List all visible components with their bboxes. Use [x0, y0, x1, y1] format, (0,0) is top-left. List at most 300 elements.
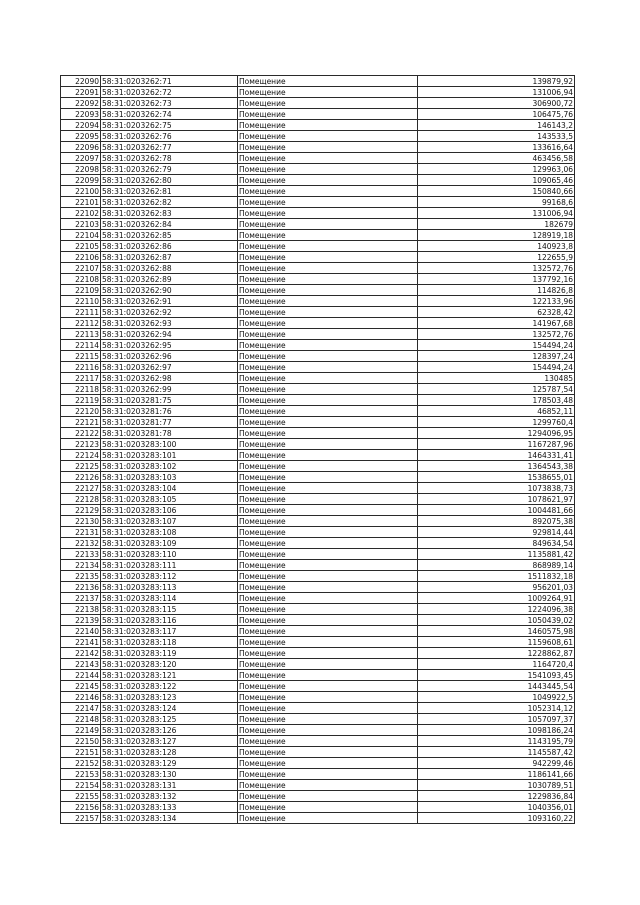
row-number-cell: 22114: [61, 340, 101, 351]
row-number-cell: 22104: [61, 230, 101, 241]
object-type-cell: Помещение: [238, 813, 418, 824]
table-row: [61, 120, 575, 131]
cadastral-number-cell: 58:31:0203283:102: [101, 461, 238, 472]
table-row: [61, 340, 575, 351]
object-type-cell: Помещение: [238, 692, 418, 703]
object-type-cell: Помещение: [238, 703, 418, 714]
cadastral-value-cell: 122655,9: [418, 252, 575, 263]
cadastral-value-cell: 868989,14: [418, 560, 575, 571]
cadastral-number-cell: 58:31:0203262:78: [101, 153, 238, 164]
table-row: [61, 241, 575, 252]
cadastral-value-cell: 1224096,38: [418, 604, 575, 615]
cadastral-number-cell: 58:31:0203283:134: [101, 813, 238, 824]
object-type-cell: Помещение: [238, 780, 418, 791]
object-type-cell: Помещение: [238, 505, 418, 516]
cadastral-value-cell: 956201,03: [418, 582, 575, 593]
table-row: [61, 296, 575, 307]
table-row: [61, 516, 575, 527]
cadastral-value-cell: 137792,16: [418, 274, 575, 285]
table-row: [61, 406, 575, 417]
row-number-cell: 22101: [61, 197, 101, 208]
cadastral-value-cell: 463456,58: [418, 153, 575, 164]
cadastral-number-cell: 58:31:0203283:126: [101, 725, 238, 736]
cadastral-number-cell: 58:31:0203262:89: [101, 274, 238, 285]
row-number-cell: 22107: [61, 263, 101, 274]
table-row: [61, 197, 575, 208]
cadastral-value-cell: 1040356,01: [418, 802, 575, 813]
row-number-cell: 22100: [61, 186, 101, 197]
row-number-cell: 22113: [61, 329, 101, 340]
cadastral-number-cell: 58:31:0203262:87: [101, 252, 238, 263]
object-type-cell: Помещение: [238, 164, 418, 175]
row-number-cell: 22094: [61, 120, 101, 131]
cadastral-number-cell: 58:31:0203283:116: [101, 615, 238, 626]
cadastral-value-cell: 1052314,12: [418, 703, 575, 714]
cadastral-number-cell: 58:31:0203262:95: [101, 340, 238, 351]
row-number-cell: 22143: [61, 659, 101, 670]
object-type-cell: Помещение: [238, 351, 418, 362]
cadastral-value-cell: 128397,24: [418, 351, 575, 362]
row-number-cell: 22148: [61, 714, 101, 725]
cadastral-number-cell: 58:31:0203283:103: [101, 472, 238, 483]
cadastral-number-cell: 58:31:0203262:91: [101, 296, 238, 307]
row-number-cell: 22142: [61, 648, 101, 659]
table-row: [61, 263, 575, 274]
object-type-cell: Помещение: [238, 615, 418, 626]
cadastral-value-cell: 1078621,97: [418, 494, 575, 505]
row-number-cell: 22156: [61, 802, 101, 813]
cadastral-number-cell: 58:31:0203262:81: [101, 186, 238, 197]
cadastral-value-cell: 1464331,41: [418, 450, 575, 461]
cadastral-value-cell: 1030789,51: [418, 780, 575, 791]
cadastral-number-cell: 58:31:0203283:118: [101, 637, 238, 648]
cadastral-number-cell: 58:31:0203283:127: [101, 736, 238, 747]
object-type-cell: Помещение: [238, 769, 418, 780]
object-type-cell: Помещение: [238, 560, 418, 571]
cadastral-value-table: [60, 75, 575, 824]
table-row: [61, 527, 575, 538]
cadastral-number-cell: 58:31:0203262:92: [101, 307, 238, 318]
row-number-cell: 22136: [61, 582, 101, 593]
cadastral-number-cell: 58:31:0203281:77: [101, 417, 238, 428]
object-type-cell: Помещение: [238, 153, 418, 164]
cadastral-value-cell: 1164720,4: [418, 659, 575, 670]
cadastral-number-cell: 58:31:0203262:79: [101, 164, 238, 175]
table-row: [61, 681, 575, 692]
cadastral-number-cell: 58:31:0203283:131: [101, 780, 238, 791]
table-row: [61, 670, 575, 681]
cadastral-value-cell: 125787,54: [418, 384, 575, 395]
cadastral-number-cell: 58:31:0203262:83: [101, 208, 238, 219]
cadastral-value-cell: 140923,8: [418, 241, 575, 252]
table-row: [61, 725, 575, 736]
table-row: [61, 758, 575, 769]
cadastral-value-cell: 132572,76: [418, 263, 575, 274]
cadastral-number-cell: 58:31:0203283:120: [101, 659, 238, 670]
cadastral-number-cell: 58:31:0203283:106: [101, 505, 238, 516]
object-type-cell: Помещение: [238, 142, 418, 153]
cadastral-number-cell: 58:31:0203281:76: [101, 406, 238, 417]
table-row: [61, 736, 575, 747]
row-number-cell: 22109: [61, 285, 101, 296]
cadastral-number-cell: 58:31:0203262:90: [101, 285, 238, 296]
row-number-cell: 22103: [61, 219, 101, 230]
cadastral-value-cell: 154494,24: [418, 362, 575, 373]
row-number-cell: 22132: [61, 538, 101, 549]
cadastral-value-cell: 146143,2: [418, 120, 575, 131]
object-type-cell: Помещение: [238, 714, 418, 725]
cadastral-value-cell: 129963,06: [418, 164, 575, 175]
cadastral-value-cell: 1299760,4: [418, 417, 575, 428]
row-number-cell: 22112: [61, 318, 101, 329]
object-type-cell: Помещение: [238, 274, 418, 285]
row-number-cell: 22133: [61, 549, 101, 560]
cadastral-number-cell: 58:31:0203283:101: [101, 450, 238, 461]
object-type-cell: Помещение: [238, 670, 418, 681]
table-row: [61, 285, 575, 296]
row-number-cell: 22123: [61, 439, 101, 450]
table-body: [61, 76, 575, 824]
cadastral-value-cell: 143533,5: [418, 131, 575, 142]
cadastral-value-cell: 109065,46: [418, 175, 575, 186]
cadastral-value-cell: 1009264,91: [418, 593, 575, 604]
cadastral-value-cell: 1143195,79: [418, 736, 575, 747]
table-row: [61, 318, 575, 329]
cadastral-number-cell: 58:31:0203283:110: [101, 549, 238, 560]
cadastral-value-cell: 942299,46: [418, 758, 575, 769]
row-number-cell: 22139: [61, 615, 101, 626]
object-type-cell: Помещение: [238, 219, 418, 230]
row-number-cell: 22105: [61, 241, 101, 252]
row-number-cell: 22154: [61, 780, 101, 791]
cadastral-number-cell: 58:31:0203281:75: [101, 395, 238, 406]
cadastral-value-cell: 99168,6: [418, 197, 575, 208]
object-type-cell: Помещение: [238, 527, 418, 538]
table-row: [61, 747, 575, 758]
cadastral-number-cell: 58:31:0203283:112: [101, 571, 238, 582]
cadastral-number-cell: 58:31:0203283:105: [101, 494, 238, 505]
table-row: [61, 791, 575, 802]
cadastral-number-cell: 58:31:0203262:75: [101, 120, 238, 131]
row-number-cell: 22134: [61, 560, 101, 571]
object-type-cell: Помещение: [238, 494, 418, 505]
cadastral-number-cell: 58:31:0203283:100: [101, 439, 238, 450]
cadastral-number-cell: 58:31:0203262:98: [101, 373, 238, 384]
cadastral-value-cell: 1073838,73: [418, 483, 575, 494]
cadastral-number-cell: 58:31:0203262:94: [101, 329, 238, 340]
object-type-cell: Помещение: [238, 285, 418, 296]
cadastral-number-cell: 58:31:0203283:117: [101, 626, 238, 637]
table-row: [61, 538, 575, 549]
object-type-cell: Помещение: [238, 406, 418, 417]
cadastral-number-cell: 58:31:0203283:109: [101, 538, 238, 549]
table-row: [61, 593, 575, 604]
cadastral-value-cell: 131006,94: [418, 87, 575, 98]
row-number-cell: 22141: [61, 637, 101, 648]
cadastral-number-cell: 58:31:0203262:84: [101, 219, 238, 230]
table-row: [61, 802, 575, 813]
cadastral-number-cell: 58:31:0203262:82: [101, 197, 238, 208]
cadastral-value-cell: 849634,54: [418, 538, 575, 549]
row-number-cell: 22149: [61, 725, 101, 736]
cadastral-value-cell: 132572,76: [418, 329, 575, 340]
cadastral-value-cell: 150840,66: [418, 186, 575, 197]
cadastral-value-cell: 182679: [418, 219, 575, 230]
row-number-cell: 22145: [61, 681, 101, 692]
object-type-cell: Помещение: [238, 395, 418, 406]
row-number-cell: 22095: [61, 131, 101, 142]
table-row: [61, 571, 575, 582]
row-number-cell: 22155: [61, 791, 101, 802]
cadastral-value-cell: 1538655,01: [418, 472, 575, 483]
table-row: [61, 142, 575, 153]
row-number-cell: 22157: [61, 813, 101, 824]
cadastral-number-cell: 58:31:0203262:96: [101, 351, 238, 362]
object-type-cell: Помещение: [238, 758, 418, 769]
row-number-cell: 22153: [61, 769, 101, 780]
cadastral-value-cell: 106475,76: [418, 109, 575, 120]
table-row: [61, 395, 575, 406]
row-number-cell: 22111: [61, 307, 101, 318]
object-type-cell: Помещение: [238, 461, 418, 472]
object-type-cell: Помещение: [238, 681, 418, 692]
row-number-cell: 22130: [61, 516, 101, 527]
row-number-cell: 22097: [61, 153, 101, 164]
table-row: [61, 813, 575, 824]
cadastral-value-cell: 46852,11: [418, 406, 575, 417]
object-type-cell: Помещение: [238, 582, 418, 593]
row-number-cell: 22150: [61, 736, 101, 747]
object-type-cell: Помещение: [238, 362, 418, 373]
row-number-cell: 22096: [61, 142, 101, 153]
table-row: [61, 439, 575, 450]
cadastral-value-cell: 131006,94: [418, 208, 575, 219]
cadastral-value-cell: 1364543,38: [418, 461, 575, 472]
cadastral-number-cell: 58:31:0203283:111: [101, 560, 238, 571]
table-row: [61, 186, 575, 197]
table-row: [61, 252, 575, 263]
object-type-cell: Помещение: [238, 516, 418, 527]
cadastral-number-cell: 58:31:0203262:93: [101, 318, 238, 329]
cadastral-number-cell: 58:31:0203262:74: [101, 109, 238, 120]
row-number-cell: 22099: [61, 175, 101, 186]
row-number-cell: 22121: [61, 417, 101, 428]
cadastral-number-cell: 58:31:0203283:130: [101, 769, 238, 780]
table-row: [61, 494, 575, 505]
table-row: [61, 109, 575, 120]
table-row: [61, 362, 575, 373]
cadastral-value-cell: 1541093,45: [418, 670, 575, 681]
cadastral-value-cell: 154494,24: [418, 340, 575, 351]
object-type-cell: Помещение: [238, 329, 418, 340]
cadastral-number-cell: 58:31:0203283:123: [101, 692, 238, 703]
object-type-cell: Помещение: [238, 98, 418, 109]
object-type-cell: Помещение: [238, 175, 418, 186]
cadastral-number-cell: 58:31:0203262:71: [101, 76, 238, 87]
cadastral-number-cell: 58:31:0203283:129: [101, 758, 238, 769]
object-type-cell: Помещение: [238, 318, 418, 329]
cadastral-number-cell: 58:31:0203283:113: [101, 582, 238, 593]
table-row: [61, 417, 575, 428]
object-type-cell: Помещение: [238, 736, 418, 747]
row-number-cell: 22115: [61, 351, 101, 362]
row-number-cell: 22125: [61, 461, 101, 472]
row-number-cell: 22140: [61, 626, 101, 637]
cadastral-value-cell: 1294096,95: [418, 428, 575, 439]
table-row: [61, 230, 575, 241]
object-type-cell: Помещение: [238, 197, 418, 208]
cadastral-value-cell: 306900,72: [418, 98, 575, 109]
object-type-cell: Помещение: [238, 593, 418, 604]
cadastral-value-cell: 929814,44: [418, 527, 575, 538]
object-type-cell: Помещение: [238, 637, 418, 648]
cadastral-value-cell: 1228862,87: [418, 648, 575, 659]
object-type-cell: Помещение: [238, 648, 418, 659]
cadastral-number-cell: 58:31:0203283:133: [101, 802, 238, 813]
table-row: [61, 87, 575, 98]
row-number-cell: 22137: [61, 593, 101, 604]
row-number-cell: 22110: [61, 296, 101, 307]
cadastral-value-cell: 1050439,02: [418, 615, 575, 626]
table-row: [61, 769, 575, 780]
object-type-cell: Помещение: [238, 747, 418, 758]
table-row: [61, 648, 575, 659]
cadastral-number-cell: 58:31:0203262:99: [101, 384, 238, 395]
object-type-cell: Помещение: [238, 263, 418, 274]
table-row: [61, 274, 575, 285]
table-row: [61, 219, 575, 230]
table-row: [61, 98, 575, 109]
table-row: [61, 626, 575, 637]
object-type-cell: Помещение: [238, 76, 418, 87]
row-number-cell: 22106: [61, 252, 101, 263]
object-type-cell: Помещение: [238, 373, 418, 384]
row-number-cell: 22131: [61, 527, 101, 538]
object-type-cell: Помещение: [238, 186, 418, 197]
table-row: [61, 714, 575, 725]
object-type-cell: Помещение: [238, 340, 418, 351]
object-type-cell: Помещение: [238, 439, 418, 450]
object-type-cell: Помещение: [238, 230, 418, 241]
table-row: [61, 307, 575, 318]
cadastral-value-cell: 1511832,18: [418, 571, 575, 582]
object-type-cell: Помещение: [238, 802, 418, 813]
object-type-cell: Помещение: [238, 571, 418, 582]
cadastral-value-cell: 1004481,66: [418, 505, 575, 516]
cadastral-value-cell: 1159608,61: [418, 637, 575, 648]
cadastral-value-cell: 1145587,42: [418, 747, 575, 758]
row-number-cell: 22147: [61, 703, 101, 714]
cadastral-number-cell: 58:31:0203262:88: [101, 263, 238, 274]
cadastral-number-cell: 58:31:0203262:86: [101, 241, 238, 252]
table-row: [61, 153, 575, 164]
table-row: [61, 560, 575, 571]
cadastral-value-cell: 141967,68: [418, 318, 575, 329]
table-row: [61, 76, 575, 87]
cadastral-value-cell: 1098186,24: [418, 725, 575, 736]
table-row: [61, 615, 575, 626]
row-number-cell: 22124: [61, 450, 101, 461]
object-type-cell: Помещение: [238, 538, 418, 549]
row-number-cell: 22120: [61, 406, 101, 417]
object-type-cell: Помещение: [238, 450, 418, 461]
row-number-cell: 22126: [61, 472, 101, 483]
row-number-cell: 22092: [61, 98, 101, 109]
cadastral-number-cell: 58:31:0203283:119: [101, 648, 238, 659]
table-row: [61, 780, 575, 791]
table-row: [61, 659, 575, 670]
row-number-cell: 22108: [61, 274, 101, 285]
object-type-cell: Помещение: [238, 241, 418, 252]
row-number-cell: 22146: [61, 692, 101, 703]
cadastral-value-cell: 1093160,22: [418, 813, 575, 824]
cadastral-value-cell: 1460575,98: [418, 626, 575, 637]
row-number-cell: 22144: [61, 670, 101, 681]
object-type-cell: Помещение: [238, 791, 418, 802]
table-row: [61, 549, 575, 560]
table-row: [61, 483, 575, 494]
object-type-cell: Помещение: [238, 87, 418, 98]
cadastral-number-cell: 58:31:0203281:78: [101, 428, 238, 439]
table-row: [61, 703, 575, 714]
row-number-cell: 22116: [61, 362, 101, 373]
cadastral-number-cell: 58:31:0203262:80: [101, 175, 238, 186]
cadastral-value-cell: 128919,18: [418, 230, 575, 241]
table-row: [61, 175, 575, 186]
row-number-cell: 22127: [61, 483, 101, 494]
cadastral-number-cell: 58:31:0203283:121: [101, 670, 238, 681]
row-number-cell: 22122: [61, 428, 101, 439]
cadastral-value-cell: 1229836,84: [418, 791, 575, 802]
object-type-cell: Помещение: [238, 252, 418, 263]
row-number-cell: 22135: [61, 571, 101, 582]
table-row: [61, 373, 575, 384]
cadastral-value-cell: 1049922,5: [418, 692, 575, 703]
object-type-cell: Помещение: [238, 208, 418, 219]
cadastral-number-cell: 58:31:0203283:132: [101, 791, 238, 802]
object-type-cell: Помещение: [238, 483, 418, 494]
cadastral-value-cell: 133616,64: [418, 142, 575, 153]
table-row: [61, 582, 575, 593]
cadastral-number-cell: 58:31:0203262:73: [101, 98, 238, 109]
row-number-cell: 22119: [61, 395, 101, 406]
object-type-cell: Помещение: [238, 626, 418, 637]
object-type-cell: Помещение: [238, 131, 418, 142]
object-type-cell: Помещение: [238, 384, 418, 395]
object-type-cell: Помещение: [238, 109, 418, 120]
object-type-cell: Помещение: [238, 604, 418, 615]
cadastral-value-cell: 139879,92: [418, 76, 575, 87]
cadastral-value-cell: 1135881,42: [418, 549, 575, 560]
cadastral-number-cell: 58:31:0203283:108: [101, 527, 238, 538]
cadastral-value-cell: 114826,8: [418, 285, 575, 296]
row-number-cell: 22117: [61, 373, 101, 384]
row-number-cell: 22093: [61, 109, 101, 120]
table-row: [61, 351, 575, 362]
row-number-cell: 22090: [61, 76, 101, 87]
cadastral-value-cell: 130485: [418, 373, 575, 384]
table-row: [61, 208, 575, 219]
cadastral-number-cell: 58:31:0203262:85: [101, 230, 238, 241]
cadastral-number-cell: 58:31:0203283:125: [101, 714, 238, 725]
table-row: [61, 692, 575, 703]
cadastral-value-cell: 122133,96: [418, 296, 575, 307]
cadastral-value-cell: 1167287,96: [418, 439, 575, 450]
cadastral-number-cell: 58:31:0203283:114: [101, 593, 238, 604]
table-row: [61, 131, 575, 142]
table-row: [61, 461, 575, 472]
cadastral-value-cell: 1443445,54: [418, 681, 575, 692]
